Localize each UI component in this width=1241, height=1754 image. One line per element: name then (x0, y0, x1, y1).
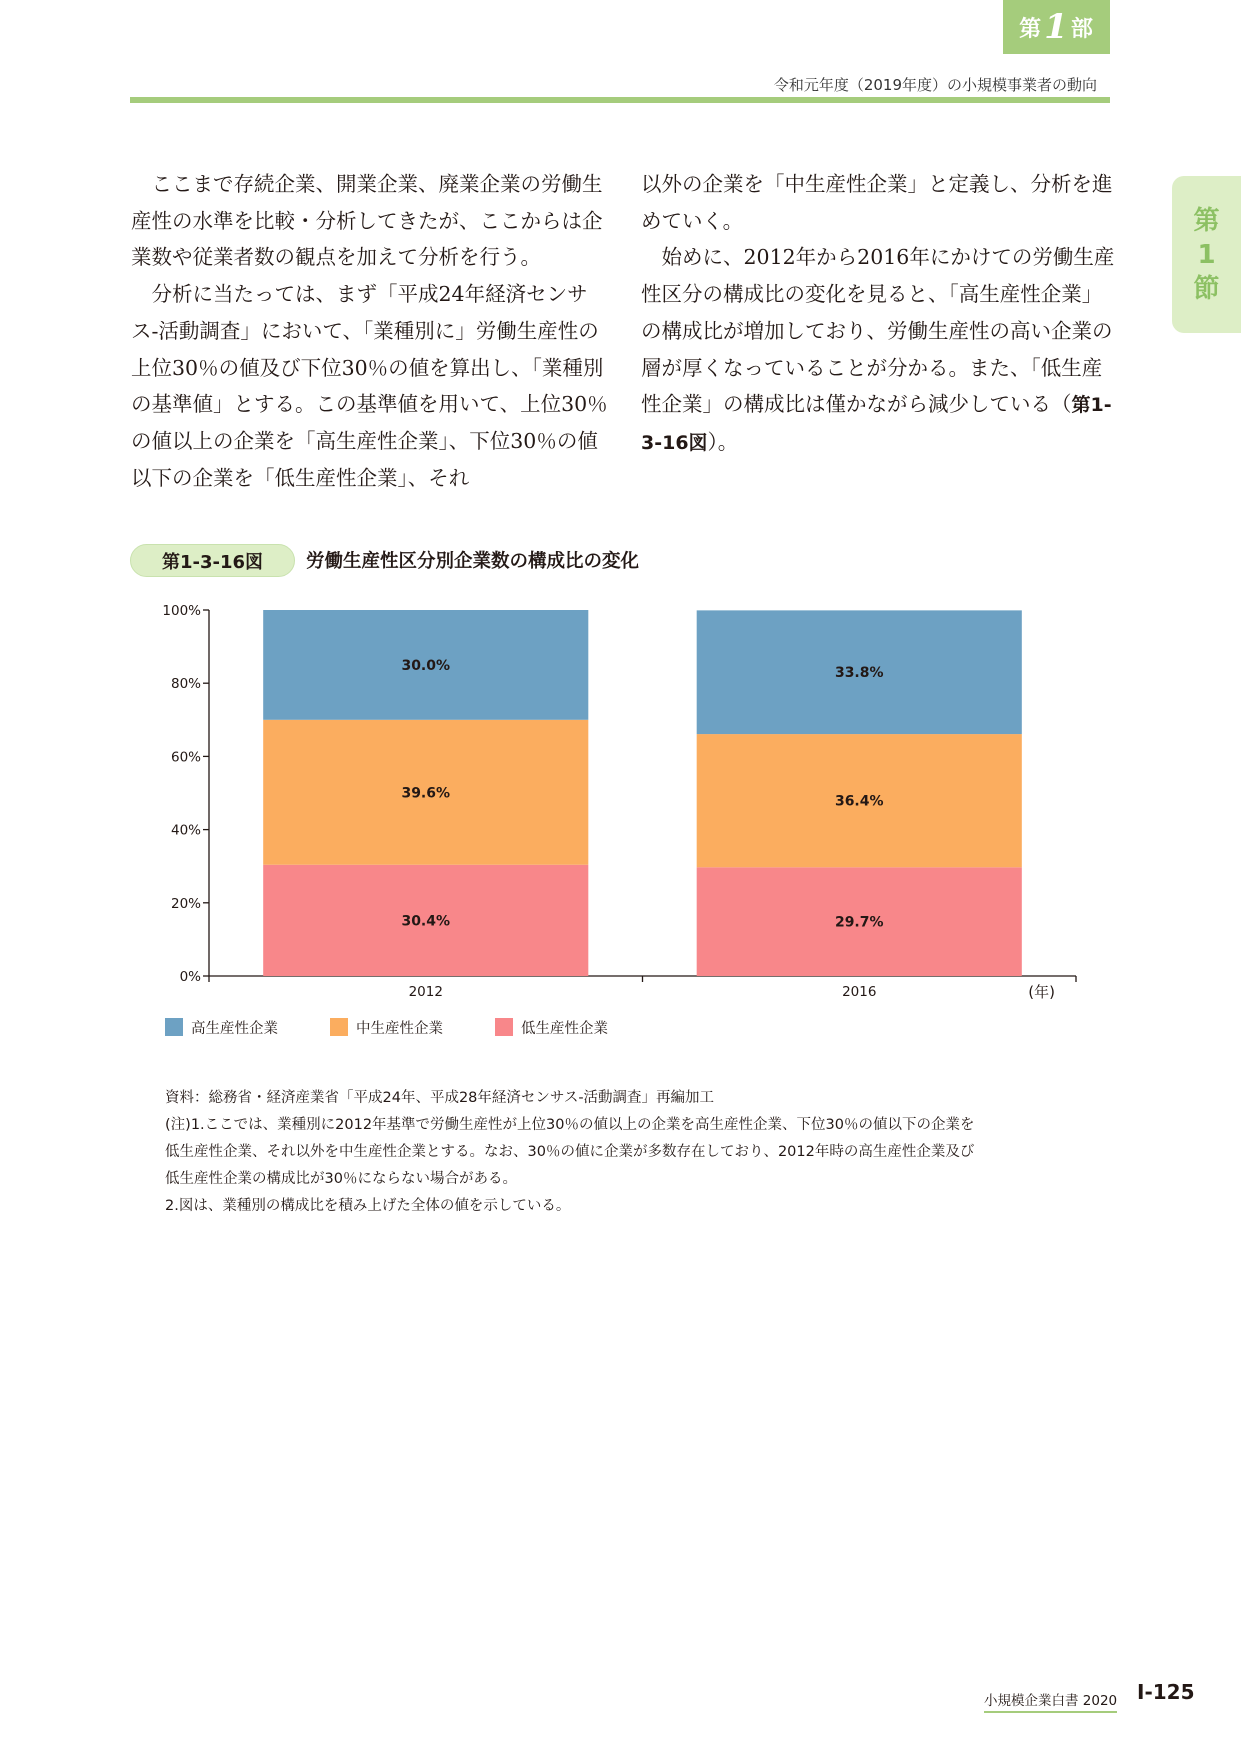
data-label: 29.7% (834, 914, 884, 931)
x-tick-label: 2016 (842, 984, 877, 1000)
x-axis-label: (年) (1028, 983, 1055, 1001)
y-tick-label: 100% (162, 603, 201, 619)
data-label: 30.0% (401, 657, 451, 674)
body-text: 始めに、2012年から2016年にかけての労働生産性区分の構成比の変化を見ると、「高生産性企業」の構成比が増加しており、労働生産性の高い企業の層が厚くなっていることが分かる。また、「低生産性企業」の構成比は僅かながら減少している（ (641, 245, 1115, 417)
body-paragraph: 分析に当たっては、まず「平成24年経済センサス‐活動調査」において、「業種別に」労働生産性の上位30％の値及び下位30％の値を算出し、「業種別の基準値」とする。この基準値を用いて、上位30％の値以上の企業を「高生産性企業」、下位30％の値以下の企業を「低生産性企業」、それ (131, 282, 608, 490)
section-tab-char: 1 (1197, 239, 1216, 270)
note-line: (注)1.ここでは、業種別に2012年基準で労働生産性が上位30％の値以上の企業を高生産性企業、下位30％の値以下の企業を (165, 1117, 975, 1133)
page-number: Ⅰ-125 (1137, 1680, 1195, 1704)
note-line: 低生産性企業、それ以外を中生産性企業とする。なお、30％の値に企業が多数存在しており、2012年時の高生産性企業及び (165, 1144, 975, 1160)
running-title: 令和元年度（2019年度）の小規模事業者の動向 (773, 76, 1097, 94)
data-label: 39.6% (401, 785, 451, 802)
y-tick-label: 20% (170, 895, 201, 912)
note-line: 2.図は、業種別の構成比を積み上げた全体の値を示している。 (165, 1198, 571, 1214)
y-tick-label: 0% (179, 969, 201, 985)
body-text: ）。 (707, 429, 739, 454)
data-label: 36.4% (834, 793, 884, 810)
figure-label: 第1-3-16図 (130, 544, 295, 577)
part-suffix: 部 (1070, 16, 1094, 42)
body-paragraph: 以外の企業を「中生産性企業」と定義し、分析を進めていく。 (641, 172, 1113, 233)
section-tab-char: 第 (1193, 205, 1220, 236)
section-tab-char: 節 (1193, 273, 1220, 304)
legend-label: 低生産性企業 (521, 1021, 608, 1037)
body-paragraph: ここまで存続企業、開業企業、廃業企業の労働生産性の水準を比較・分析してきたが、ここからは企業数や従業者数の観点を加えて分析を行う。 (131, 172, 603, 270)
legend-swatch (165, 1018, 183, 1036)
legend-swatch (495, 1018, 513, 1036)
data-label: 30.4% (401, 913, 451, 930)
part-number: 1 (1044, 7, 1069, 47)
legend-swatch (330, 1018, 348, 1036)
legend-label: 中生産性企業 (356, 1021, 443, 1037)
data-label: 33.8% (834, 665, 884, 682)
figure-reference: 第1-3-16図 (641, 394, 1112, 454)
y-tick-label: 80% (170, 676, 201, 693)
legend-label: 高生産性企業 (191, 1021, 278, 1037)
y-tick-label: 40% (170, 822, 201, 839)
figure-title: 労働生産性区分別企業数の構成比の変化 (306, 551, 640, 572)
x-tick-label: 2012 (408, 984, 443, 1000)
footer-book-title: 小規模企業白書 2020 (984, 1689, 1117, 1713)
figure-notes (165, 1085, 1095, 1220)
note-line: 低生産性企業の構成比が30％にならない場合がある。 (165, 1171, 517, 1187)
y-tick-label: 60% (170, 749, 201, 766)
note-line: 資料：総務省・経済産業省「平成24年、平成28年経済センサス‐活動調査」再編加工 (165, 1090, 715, 1106)
part-prefix: 第 (1019, 16, 1043, 42)
